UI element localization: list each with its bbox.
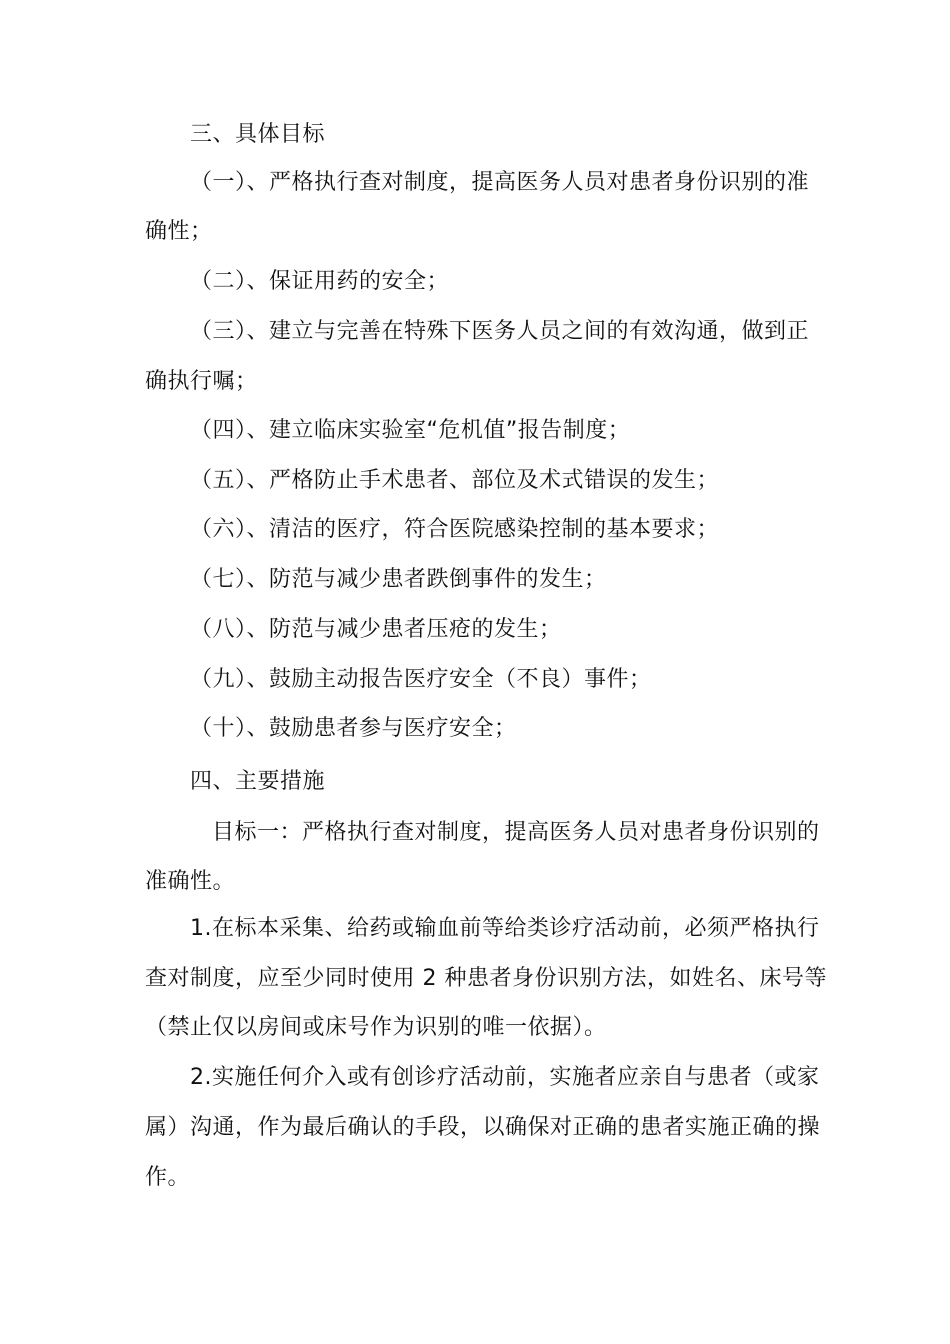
item-6: （六）、清洁的医疗，符合医院感染控制的基本要求；: [190, 517, 720, 542]
item-10: （十）、鼓励患者参与医疗安全；: [190, 716, 517, 741]
item-5: （五）、严格防止手术患者、部位及术式错误的发生；: [190, 468, 720, 493]
item-4: （四）、建立临床实验室“危机值”报告制度；: [190, 418, 631, 443]
section-3-heading: 三、具体目标: [190, 122, 326, 147]
item-1-line-2: 确性；: [145, 219, 213, 244]
item-1-line-1: （一）、严格执行查对制度，提高医务人员对患者身份识别的准: [190, 170, 810, 195]
goal-1-line-2: 准确性。: [145, 869, 236, 894]
section-4-heading: 四、主要措施: [190, 769, 326, 794]
item-8: （八）、防范与减少患者压疮的发生；: [190, 617, 562, 642]
measure-1-line-1: 1.在标本采集、给药或输血前等给类诊疗活动前，必须严格执行: [190, 916, 820, 941]
item-3-line-2: 确执行嘱；: [145, 369, 258, 394]
item-2: （二）、保证用药的安全；: [190, 269, 450, 294]
measure-1-line-2: 查对制度，应至少同时使用 2 种患者身份识别方法，如姓名、床号等: [145, 966, 827, 991]
measure-1-line-3: （禁止仅以房间或床号作为识别的唯一依据）。: [145, 1015, 607, 1040]
measure-2-line-2: 属）沟通，作为最后确认的手段，以确保对正确的患者实施正确的操: [145, 1115, 821, 1140]
measure-2-line-1: 2.实施任何介入或有创诊疗活动前，实施者应亲自与患者（或家: [190, 1065, 820, 1090]
item-9: （九）、鼓励主动报告医疗安全（不良）事件；: [190, 667, 652, 692]
item-7: （七）、防范与减少患者跌倒事件的发生；: [190, 567, 607, 592]
measure-2-line-3: 作。: [145, 1165, 191, 1190]
goal-1-line-1: 目标一：严格执行查对制度，提高医务人员对患者身份识别的: [212, 820, 820, 845]
item-3-line-1: （三）、建立与完善在特殊下医务人员之间的有效沟通，做到正: [190, 319, 810, 344]
